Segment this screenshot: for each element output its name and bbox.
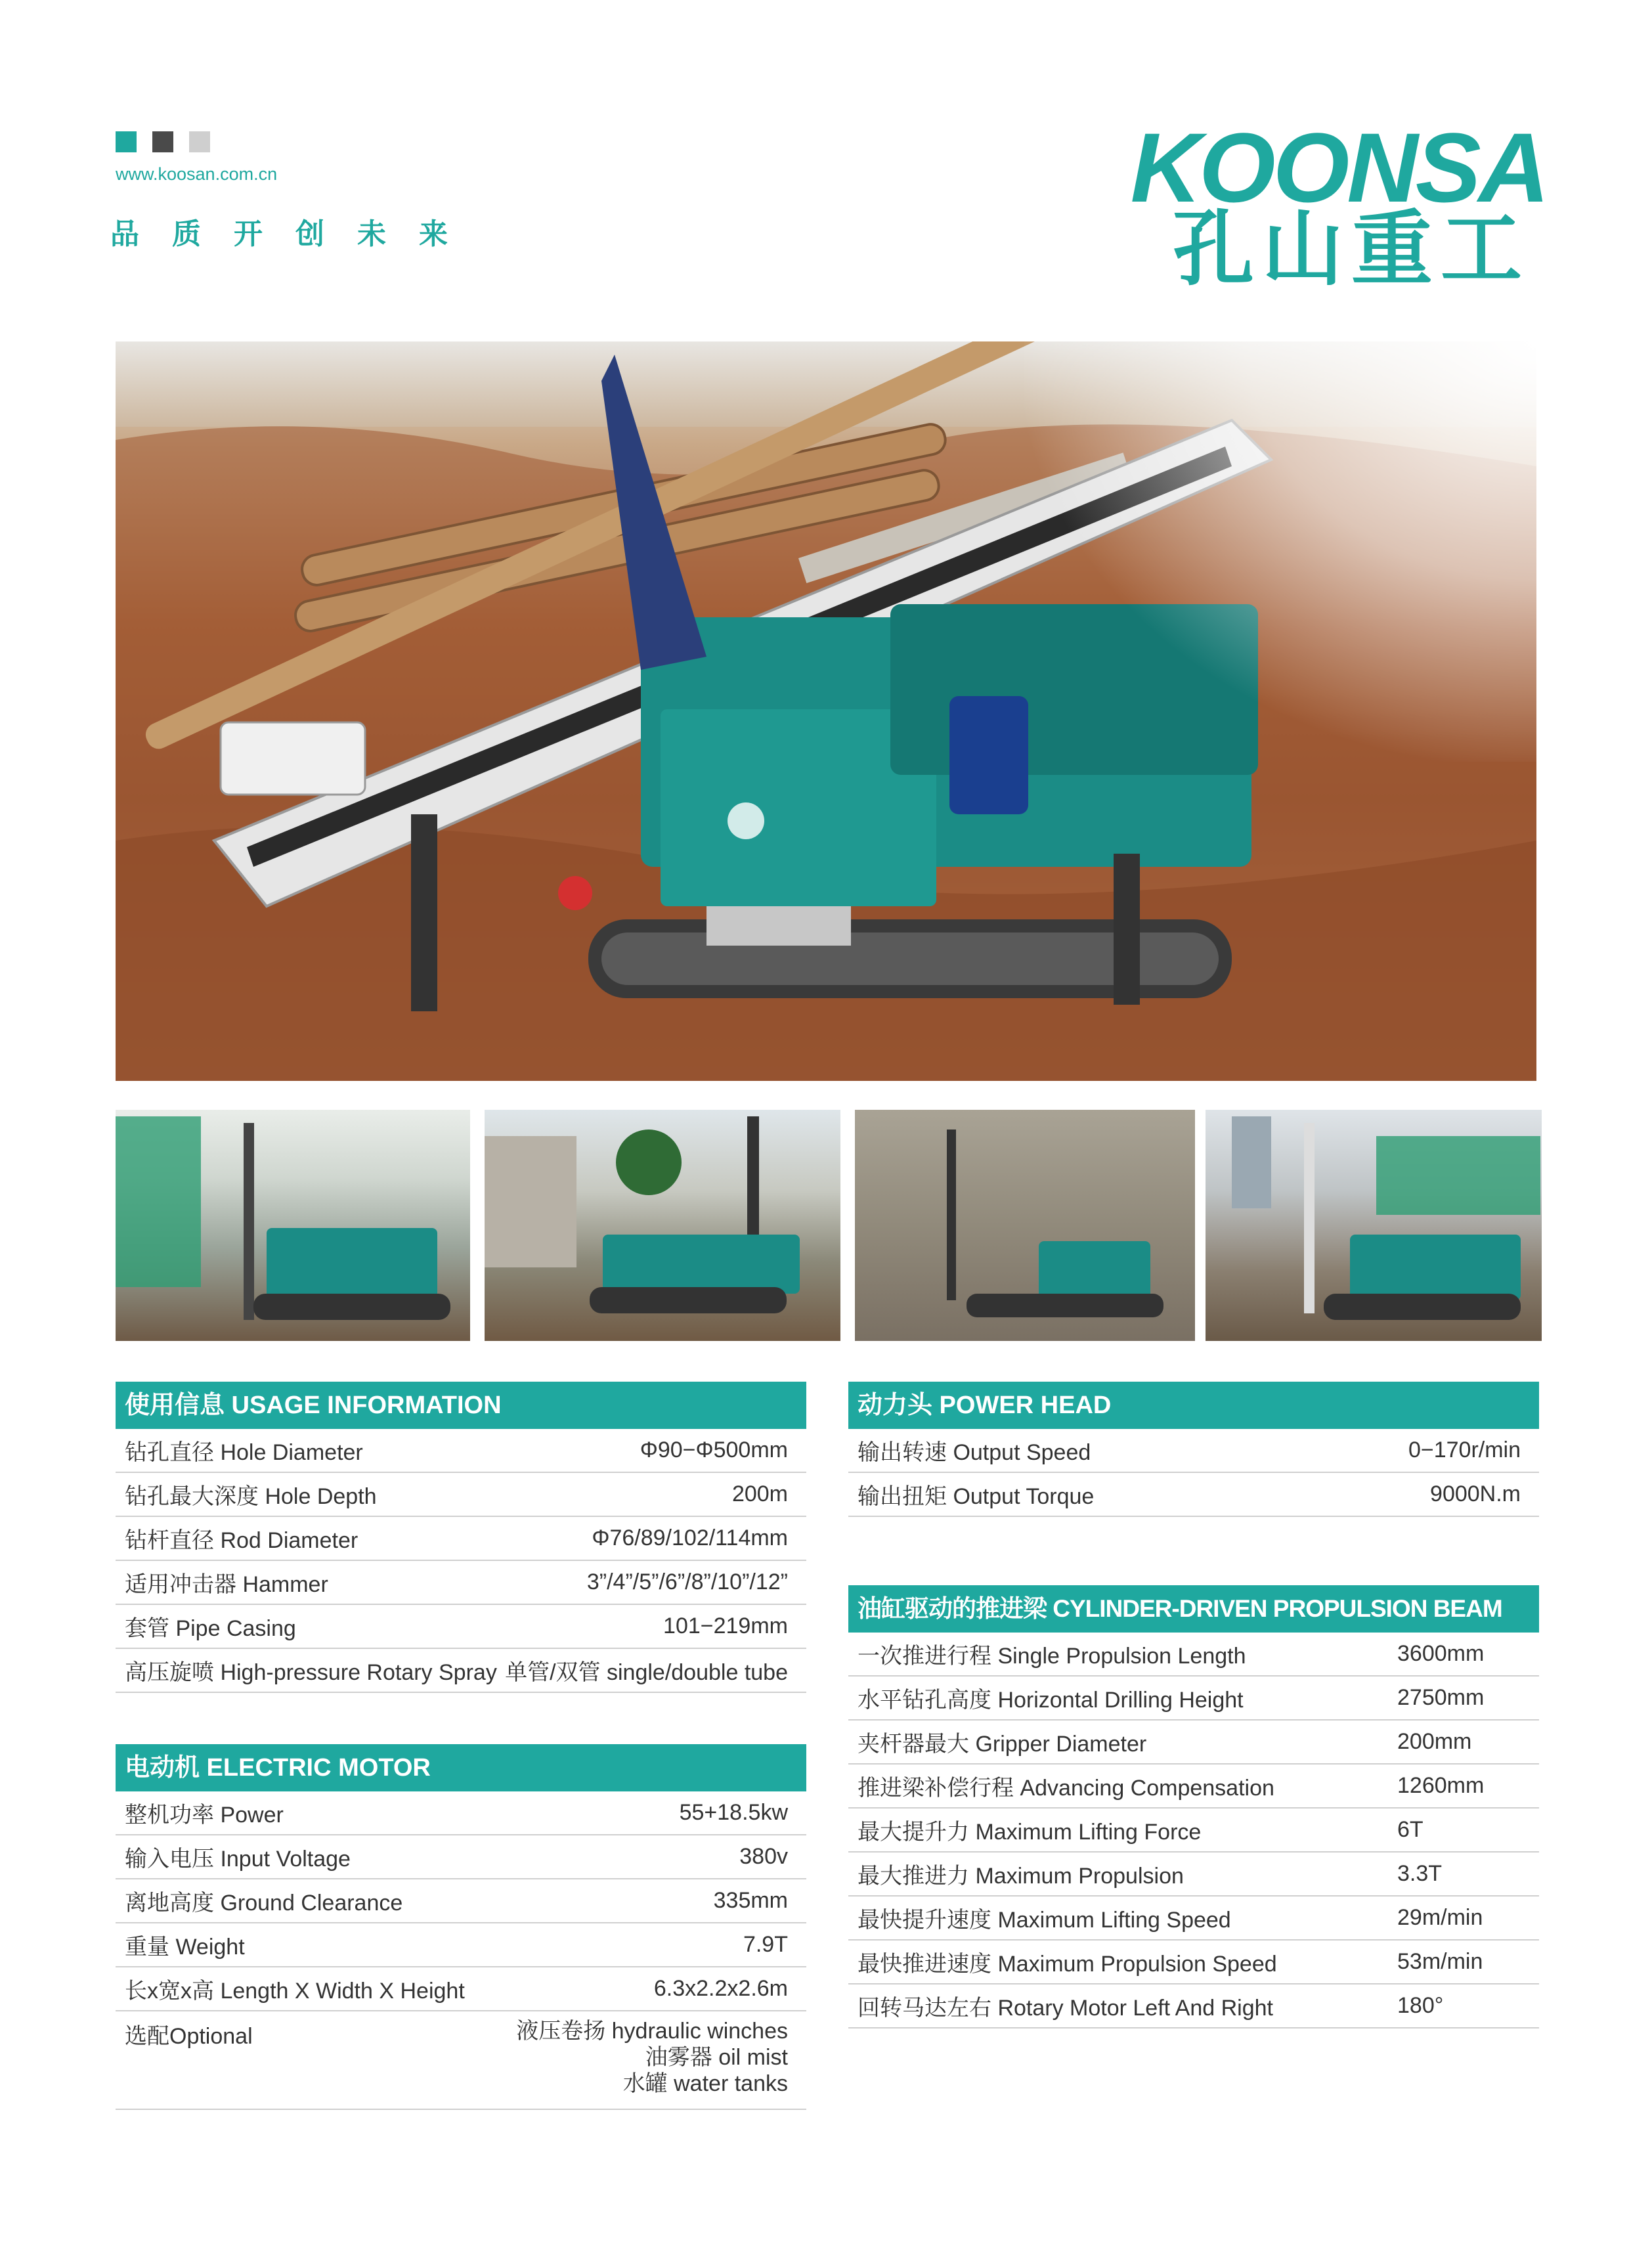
- logo-chinese: 孔山重工: [1172, 204, 1530, 295]
- spec-row: 整机功率 Power 55+18.5kw: [116, 1791, 806, 1835]
- spec-row: 推进梁补偿行程 Advancing Compensation 1260mm: [848, 1765, 1539, 1809]
- logo-koonsa: KOONSA: [1130, 112, 1547, 223]
- spec-row: 高压旋喷 High-pressure Rotary Spray 单管/双管 single/double tube: [116, 1649, 806, 1693]
- spec-row: 钻杆直径 Rod Diameter Φ76/89/102/114mm: [116, 1517, 806, 1561]
- thumbnail-photo-3: [855, 1110, 1195, 1341]
- spec-row: 输出扭矩 Output Torque 9000N.m: [848, 1473, 1539, 1517]
- spec-row: 离地高度 Ground Clearance 335mm: [116, 1879, 806, 1923]
- spec-row: 钻孔最大深度 Hole Depth 200m: [116, 1473, 806, 1517]
- thumbnail-photo-2: [485, 1110, 840, 1341]
- spec-row: 输出转速 Output Speed 0−170r/min: [848, 1429, 1539, 1473]
- usage-information-title: 使用信息 USAGE INFORMATION: [116, 1382, 806, 1429]
- spec-row: 夹杆器最大 Gripper Diameter 200mm: [848, 1721, 1539, 1765]
- spec-row: 最快提升速度 Maximum Lifting Speed 29m/min: [848, 1897, 1539, 1941]
- spec-row: 重量 Weight 7.9T: [116, 1923, 806, 1967]
- brand-square-teal: [116, 131, 137, 152]
- thumbnail-photo-1: [116, 1110, 470, 1341]
- spec-row: 输入电压 Input Voltage 380v: [116, 1835, 806, 1879]
- spec-row: 长x宽x高 Length X Width X Height 6.3x2.2x2.6m: [116, 1967, 806, 2011]
- propulsion-beam-title: 油缸驱动的推进梁 CYLINDER-DRIVEN PROPULSION BEAM: [848, 1585, 1539, 1633]
- electric-motor-section: [116, 1744, 806, 2110]
- electric-motor-title: 电动机 ELECTRIC MOTOR: [116, 1744, 806, 1791]
- spec-row: 钻孔直径 Hole Diameter Φ90−Φ500mm: [116, 1429, 806, 1473]
- spec-row: 最大推进力 Maximum Propulsion 3.3T: [848, 1853, 1539, 1897]
- propulsion-beam-section: [848, 1585, 1539, 2029]
- power-head-title: 动力头 POWER HEAD: [848, 1382, 1539, 1429]
- usage-information-section: [116, 1382, 806, 1693]
- website-link[interactable]: www.koosan.com.cn: [116, 164, 278, 184]
- spec-row: 一次推进行程 Single Propulsion Length 3600mm: [848, 1633, 1539, 1677]
- spec-row-optional: 选配Optional 液压卷扬 hydraulic winches 油雾器 oil mist 水罐 water tanks: [116, 2011, 806, 2110]
- brand-square-light: [189, 131, 210, 152]
- spec-row: 最快推进速度 Maximum Propulsion Speed 53m/min: [848, 1941, 1539, 1985]
- spec-row: 最大提升力 Maximum Lifting Force 6T: [848, 1809, 1539, 1853]
- spec-row: 水平钻孔高度 Horizontal Drilling Height 2750mm: [848, 1677, 1539, 1721]
- power-head-section: [848, 1382, 1539, 1517]
- spec-row: 套管 Pipe Casing 101−219mm: [116, 1605, 806, 1649]
- spec-row: 适用冲击器 Hammer 3”/4”/5”/6”/8”/10”/12”: [116, 1561, 806, 1605]
- slogan: 品质开创未来: [110, 218, 481, 250]
- main-photo-drilling-rig: [116, 341, 1536, 1081]
- thumbnail-photo-4: [1206, 1110, 1542, 1341]
- brand-square-dark: [152, 131, 173, 152]
- spec-row: 回转马达左右 Rotary Motor Left And Right 180°: [848, 1985, 1539, 2029]
